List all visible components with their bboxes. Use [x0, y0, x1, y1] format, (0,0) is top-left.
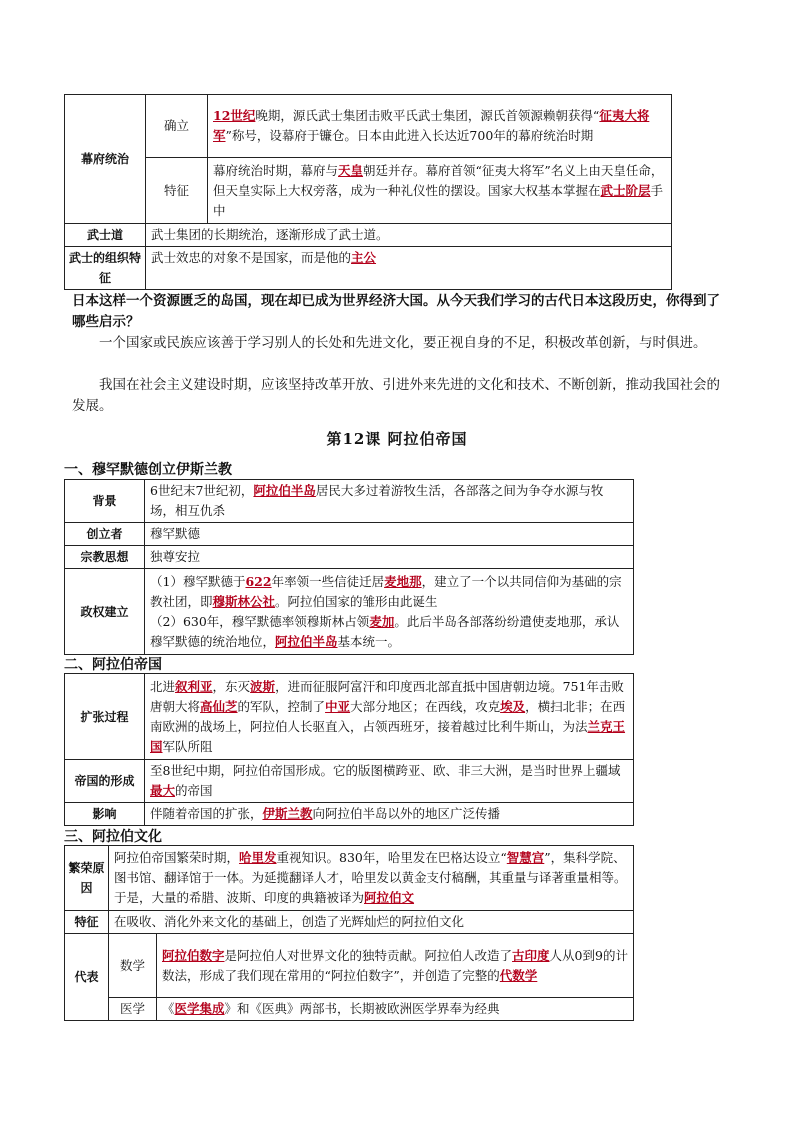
representative-label: 代表	[65, 934, 109, 1021]
thought-label: 宗教思想	[65, 546, 145, 569]
bushido-cell: 武士集团的长期统治，逐渐形成了武士道。	[146, 224, 672, 247]
medicine-cell: 《医学集成》和《医典》两部书，长期被欧洲医学界奉为经典	[157, 998, 634, 1021]
discussion-question: 日本这样一个资源匮乏的岛国，现在却已成为世界经济大国。从今天我们学习的古代日本这段历史，你得到了哪些启示？	[72, 293, 720, 330]
founder-cell: 穆罕默德	[145, 523, 634, 546]
culture-feature-cell: 在吸收、消化外来文化的基础上，创造了光辉灿烂的阿拉伯文化	[109, 911, 634, 934]
founder-label: 创立者	[65, 523, 145, 546]
culture-feature-label: 特征	[65, 911, 109, 934]
feature-label: 特征	[146, 158, 208, 224]
section1-heading: 一、穆罕默德创立伊斯兰教	[64, 462, 232, 478]
lesson-title: 第12课 阿拉伯帝国	[326, 430, 468, 448]
empire-table	[64, 673, 634, 826]
prosper-cell: 阿拉伯帝国繁荣时期，哈里发重视知识。830年，哈里发在巴格达设立“智慧宫”，集科学院、图书馆、翻译馆于一体。为延揽翻译人才，哈里发以黄金支付稿酬，其重量与译著重量相等。于是，大量的希腊、波斯、印度的典籍被译为阿拉伯文	[109, 846, 634, 911]
thought-cell: 独尊安拉	[145, 546, 634, 569]
answer-paragraph-2: 我国在社会主义建设时期，应该坚持改革开放、引进外来先进的文化和技术、不断创新，推动我国社会的发展。	[72, 377, 720, 414]
medicine-label: 医学	[109, 998, 157, 1021]
background-cell: 6世纪末7世纪初，阿拉伯半岛居民大多过着游牧生活，各部落之间为争夺水源与牧场，相互仇杀	[145, 480, 634, 523]
feature-cell: 幕府统治时期，幕府与天皇朝廷并存。幕府首领“征夷大将军”名义上由天皇任命，但天皇实际上大权旁落，成为一种礼仪性的摆设。国家大权基本掌握在武士阶层手中	[208, 158, 672, 224]
section2-heading: 二、阿拉伯帝国	[64, 657, 162, 673]
regime-item-1: （1）穆罕默德于622年率领一些信徒迁居麦地那，建立了一个以共同信仰为基础的宗教社团，即穆斯林公社。阿拉伯国家的雏形由此诞生	[150, 573, 622, 609]
culture-table	[64, 845, 634, 1021]
section3-heading: 三、阿拉伯文化	[64, 829, 162, 845]
regime-label: 政权建立	[65, 569, 145, 655]
bushido-label: 武士道	[65, 224, 146, 247]
impact-label: 影响	[65, 803, 145, 826]
org-cell: 武士效忠的对象不是国家，而是他的主公	[146, 247, 672, 290]
impact-cell: 伴随着帝国的扩张，伊斯兰教向阿拉伯半岛以外的地区广泛传播	[145, 803, 634, 826]
formation-cell: 至8世纪中期，阿拉伯帝国形成。它的版图横跨亚、欧、非三大洲，是当时世界上疆域最大的帝国	[145, 760, 634, 803]
prosper-label: 繁荣原因	[65, 846, 109, 911]
expansion-label: 扩张过程	[65, 674, 145, 760]
formation-label: 帝国的形成	[65, 760, 145, 803]
background-label: 背景	[65, 480, 145, 523]
math-label: 数学	[109, 934, 157, 998]
regime-item-2: （2）630年，穆罕默德率领穆斯林占领麦加。此后半岛各部落纷纷遣使麦地那，承认穆罕默德的统治地位，阿拉伯半岛基本统一。	[150, 613, 620, 649]
shogunate-table	[64, 94, 672, 290]
answer-paragraph-1: 一个国家或民族应该善于学习别人的长处和先进文化，要正视自身的不足，积极改革创新，与时俱进。	[99, 335, 707, 351]
establish-cell: 12世纪晚期，源氏武士集团击败平氏武士集团，源氏首领源赖朝获得“征夷大将军”称号，设幕府于镰仓。日本由此进入长达近700年的幕府统治时期	[208, 95, 672, 158]
establish-label: 确立	[146, 95, 208, 158]
regime-cell	[145, 569, 634, 655]
shogunate-label: 幕府统治	[65, 95, 146, 224]
expansion-cell: 北进叙利亚，东灭波斯，进而征服阿富汗和印度西北部直抵中国唐朝边境。751年击败唐朝大将高仙芝的军队，控制了中亚大部分地区；在西线，攻克埃及，横扫北非；在西南欧洲的战场上，阿拉伯人长驱直入，占领西班牙，接着越过比利牛斯山，为法兰克王国军队所阻	[145, 674, 634, 760]
math-cell: 阿拉伯数字是阿拉伯人对世界文化的独特贡献。阿拉伯人改造了古印度人从0到9的计数法，形成了我们现在常用的“阿拉伯数字”，并创造了完整的代数学	[157, 934, 634, 998]
islam-table	[64, 479, 634, 655]
org-label: 武士的组织特征	[65, 247, 146, 290]
